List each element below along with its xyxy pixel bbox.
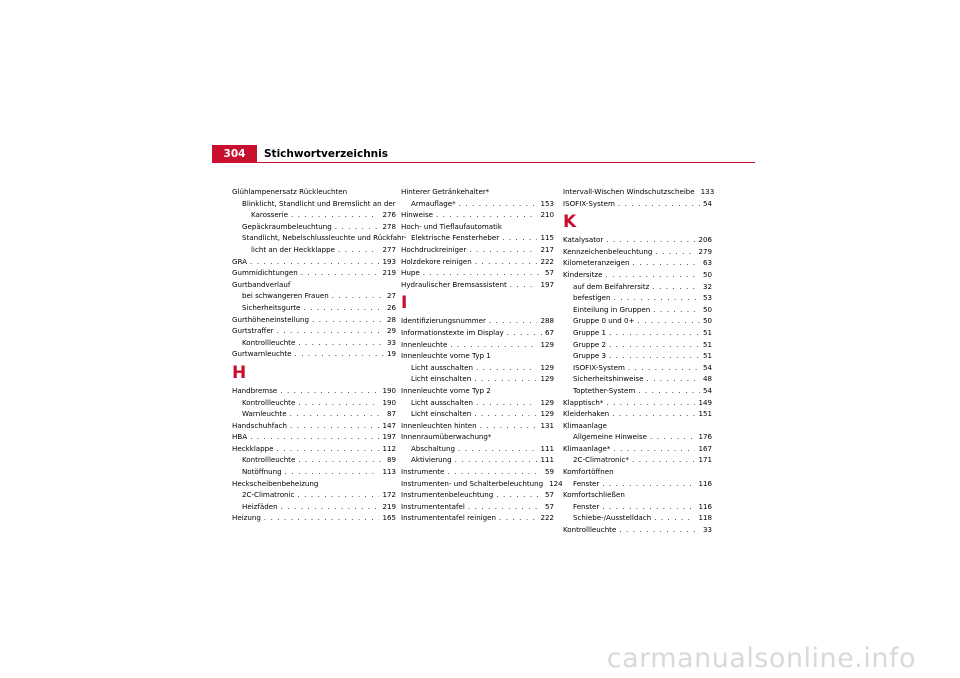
index-entry xyxy=(563,362,712,374)
index-entry-page: 57 xyxy=(544,268,554,278)
index-entry-page: 147 xyxy=(382,420,396,430)
index-entry-term: Innenleuchten hinten xyxy=(401,420,477,430)
index-entry xyxy=(563,478,712,490)
index-entry xyxy=(563,512,712,524)
index-entry-term: Instrumententafel xyxy=(401,501,465,511)
index-entry xyxy=(232,431,396,443)
dot-leader xyxy=(332,290,384,302)
index-entry-term: Kleiderhaken xyxy=(563,409,610,419)
dot-leader xyxy=(277,443,380,455)
index-entry xyxy=(232,397,396,409)
index-entry-term: Handschuhfach xyxy=(232,420,288,430)
index-entry xyxy=(401,420,554,432)
index-entry-term: befestigen xyxy=(573,293,611,303)
index-entry-page: 129 xyxy=(540,409,554,419)
index-entry xyxy=(563,257,712,269)
dot-leader xyxy=(290,408,384,420)
index-entry-page: 116 xyxy=(698,501,712,511)
dot-leader xyxy=(502,232,537,244)
dot-leader xyxy=(450,339,537,351)
index-entry-term: Kontrollleuchte xyxy=(563,525,617,535)
index-entry-page: 190 xyxy=(382,385,396,395)
dot-leader xyxy=(281,501,380,513)
index-entry xyxy=(563,397,712,409)
index-entry xyxy=(563,339,712,351)
dot-leader xyxy=(335,221,380,233)
index-entry xyxy=(563,524,712,536)
index-entry-page: 278 xyxy=(382,221,396,231)
index-entry-page: 172 xyxy=(382,490,396,500)
index-entry xyxy=(563,350,712,362)
index-entry-term: Gurtwarnleuchte xyxy=(232,349,292,359)
index-entry-page: 51 xyxy=(702,351,712,361)
dot-leader xyxy=(298,337,384,349)
index-column-3 xyxy=(563,186,715,536)
index-entry xyxy=(401,279,554,291)
index-entry-page: 279 xyxy=(698,246,712,256)
index-entry-term: Instrumente xyxy=(401,467,445,477)
index-entry-term: Klimaanlage* xyxy=(563,443,611,453)
dot-leader xyxy=(285,466,380,478)
index-entry-page: 26 xyxy=(386,302,396,312)
index-entry xyxy=(563,454,712,466)
index-heading: Innenraumüberwachung* xyxy=(401,432,492,442)
dot-leader xyxy=(647,373,700,385)
index-entry-page: 129 xyxy=(540,397,554,407)
index-entry xyxy=(232,209,396,221)
dot-leader xyxy=(264,512,380,524)
index-entry xyxy=(232,302,396,314)
index-entry xyxy=(232,348,396,360)
index-entry xyxy=(232,314,396,326)
index-entry-term: Gruppe 3 xyxy=(573,351,607,361)
index-entry-page: 33 xyxy=(702,525,712,535)
index-entry-page: 51 xyxy=(702,327,712,337)
index-heading: Glühlampenersatz Rückleuchten xyxy=(232,187,348,196)
index-entry-term: Kilometeranzeigen xyxy=(563,258,630,268)
index-entry-page: 171 xyxy=(698,455,712,465)
index-entry-term: Toptether-System xyxy=(573,385,636,395)
index-entry-page: 111 xyxy=(540,443,554,453)
dot-leader xyxy=(655,246,695,258)
dot-leader xyxy=(436,209,537,221)
index-entry-term: Klapptisch* xyxy=(563,397,604,407)
index-entry-page: 197 xyxy=(540,279,554,289)
index-entry-page: 129 xyxy=(540,339,554,349)
index-entry-term: Licht einschalten xyxy=(411,409,472,419)
dot-leader xyxy=(609,327,700,339)
index-entry-page: 197 xyxy=(382,432,396,442)
index-entry xyxy=(401,315,554,327)
index-entry-term: Licht ausschalten xyxy=(411,362,473,372)
index-entry xyxy=(232,512,396,524)
page-number: 304 xyxy=(223,147,246,160)
dot-leader xyxy=(298,454,384,466)
index-entry xyxy=(232,385,396,397)
index-entry-term: ISOFIX-System xyxy=(563,198,615,208)
dot-leader xyxy=(510,279,538,291)
page-number-badge xyxy=(212,145,257,162)
dot-leader xyxy=(614,292,700,304)
index-section-letter: I xyxy=(401,293,408,314)
dot-leader xyxy=(280,385,379,397)
index-heading: Heckscheibenbeheizung xyxy=(232,478,319,488)
index-entry-term: Gruppe 1 xyxy=(573,327,607,337)
index-entry-term: licht an der Heckklappe xyxy=(251,244,336,254)
index-entry xyxy=(401,232,554,244)
index-entry xyxy=(401,466,554,478)
index-entry-term: Gurthöheneinstellung xyxy=(232,314,309,324)
dot-leader xyxy=(602,478,695,490)
index-entry-page: 54 xyxy=(702,198,712,208)
index-entry-page: 219 xyxy=(382,501,396,511)
index-entry-term: ISOFIX-System xyxy=(573,362,625,372)
index-entry xyxy=(401,244,554,256)
index-entry-term: 2C-Climatronic* xyxy=(573,455,629,465)
index-entry-term: Gummidichtungen xyxy=(232,268,298,278)
index-entry-term: Fenster xyxy=(573,501,600,511)
index-entry xyxy=(401,454,554,466)
index-entry-term: Instrumentenbeleuchtung xyxy=(401,490,494,500)
dot-leader xyxy=(480,420,538,432)
index-heading: Komfortschließen xyxy=(563,490,625,500)
index-entry xyxy=(563,501,712,513)
index-entry-page: 165 xyxy=(382,513,396,523)
index-entry-term: Kontrollleuchte xyxy=(242,455,296,465)
index-entry-page: 151 xyxy=(698,409,712,419)
page-title: Stichwortverzeichnis xyxy=(264,148,388,160)
dot-leader xyxy=(618,198,700,210)
index-heading: Gurtbandverlauf xyxy=(232,279,291,289)
index-entry-term: Kontrollleuchte xyxy=(242,337,296,347)
index-entry-page: 57 xyxy=(544,501,554,511)
index-entry-term: Instrumenten- und Schalterbeleuchtung xyxy=(401,478,544,488)
index-entry xyxy=(401,209,554,221)
index-entry-term: Kindersitze xyxy=(563,269,603,279)
index-entry-page: 222 xyxy=(540,513,554,523)
index-entry xyxy=(563,292,712,304)
dot-leader xyxy=(499,512,537,524)
index-entry-term: Informationstexte im Display xyxy=(401,327,504,337)
index-entry-term: Armauflage* xyxy=(411,198,456,208)
index-entry-page: 176 xyxy=(698,432,712,442)
dot-leader xyxy=(496,489,542,501)
index-entry xyxy=(232,466,396,478)
dot-leader xyxy=(474,408,537,420)
index-entry xyxy=(563,246,712,258)
index-entry-page: 27 xyxy=(386,291,396,301)
dot-leader xyxy=(602,501,695,513)
dot-leader xyxy=(633,257,700,269)
dot-leader xyxy=(609,339,700,351)
index-heading: Hinterer Getränkehalter* xyxy=(401,187,490,196)
index-entry-page: 33 xyxy=(386,337,396,347)
index-entry-term: Licht ausschalten xyxy=(411,397,473,407)
dot-leader xyxy=(277,325,384,337)
index-entry-term: Intervall-Wischen Windschutzscheibe xyxy=(563,187,695,196)
index-entry-page: 118 xyxy=(698,513,712,523)
index-entry xyxy=(563,186,715,198)
index-entry xyxy=(232,267,396,279)
index-entry-page: 113 xyxy=(382,467,396,477)
index-entry-term: Instrumententafel reinigen xyxy=(401,513,497,523)
index-entry-term: Einteilung in Gruppen xyxy=(573,304,651,314)
index-entry-term: GRA xyxy=(232,256,247,266)
index-entry-page: 112 xyxy=(382,443,396,453)
index-entry-page: 131 xyxy=(540,420,554,430)
index-heading: Blinklicht, Standlicht und Bremslicht an der xyxy=(242,198,396,208)
index-entry xyxy=(563,281,712,293)
index-entry-term: 2C-Climatronic xyxy=(242,490,295,500)
index-entry xyxy=(401,198,554,210)
index-entry xyxy=(563,431,712,443)
index-entry-term: Abschaltung xyxy=(411,443,456,453)
index-entry-page: 124 xyxy=(549,478,563,488)
dot-leader xyxy=(654,512,695,524)
dot-leader xyxy=(606,234,695,246)
dot-leader xyxy=(250,256,379,268)
index-entry-page: 63 xyxy=(702,258,712,268)
index-entry-term: Sicherheitsgurte xyxy=(242,302,301,312)
index-entry-term: Heizung xyxy=(232,513,261,523)
index-entry xyxy=(563,304,712,316)
index-entry xyxy=(563,198,712,210)
index-entry-page: 51 xyxy=(702,339,712,349)
dot-leader xyxy=(612,408,695,420)
index-entry-page: 149 xyxy=(698,397,712,407)
index-entry-page: 129 xyxy=(540,374,554,384)
dot-leader xyxy=(653,304,700,316)
dot-leader xyxy=(606,397,695,409)
index-entry xyxy=(232,290,396,302)
index-entry-page: 210 xyxy=(540,210,554,220)
index-entry-term: Holzdekore reinigen xyxy=(401,256,472,266)
index-entry-page: 57 xyxy=(544,490,554,500)
index-entry xyxy=(563,315,712,327)
index-entry-page: 54 xyxy=(702,385,712,395)
index-entry xyxy=(232,244,396,256)
dot-leader xyxy=(605,269,700,281)
index-entry xyxy=(401,512,554,524)
index-entry-term: Kontrollleuchte xyxy=(242,397,296,407)
dot-leader xyxy=(458,443,537,455)
index-entry xyxy=(401,397,554,409)
index-entry xyxy=(401,408,554,420)
index-entry-page: 48 xyxy=(702,374,712,384)
index-entry-page: 190 xyxy=(382,397,396,407)
index-entry xyxy=(401,443,554,455)
header-rule xyxy=(212,162,755,163)
index-entry-page: 19 xyxy=(386,349,396,359)
index-entry-page: 222 xyxy=(540,256,554,266)
index-entry xyxy=(401,373,554,385)
index-entry-page: 67 xyxy=(544,327,554,337)
index-entry xyxy=(232,408,396,420)
index-heading: Hoch- und Tieflaufautomatik xyxy=(401,221,502,231)
dot-leader xyxy=(652,281,700,293)
index-entry-term: HBA xyxy=(232,432,248,442)
dot-leader xyxy=(455,454,538,466)
index-entry-page: 116 xyxy=(698,478,712,488)
dot-leader xyxy=(476,397,538,409)
index-entry xyxy=(232,454,396,466)
dot-leader xyxy=(628,362,700,374)
index-entry-term: Gruppe 0 und 0+ xyxy=(573,316,635,326)
index-entry-term: Warnleuchte xyxy=(242,409,287,419)
index-entry-page: 277 xyxy=(382,244,396,254)
index-entry-page: 111 xyxy=(540,455,554,465)
index-column-2 xyxy=(401,186,563,524)
dot-leader xyxy=(507,327,542,339)
index-entry-term: Aktivierung xyxy=(411,455,452,465)
index-entry-term: Kennzeichenbeleuchtung xyxy=(563,246,653,256)
dot-leader xyxy=(447,466,542,478)
index-entry xyxy=(401,327,554,339)
index-entry xyxy=(563,385,712,397)
index-entry-page: 32 xyxy=(702,281,712,291)
index-entry-page: 206 xyxy=(698,235,712,245)
dot-leader xyxy=(303,302,384,314)
index-entry-term: Sicherheitshinweise xyxy=(573,374,644,384)
index-entry-term: Identifizierungsnummer xyxy=(401,316,486,326)
index-entry-term: Handbremse xyxy=(232,385,278,395)
dot-leader xyxy=(638,315,700,327)
dot-leader xyxy=(489,315,538,327)
index-entry-term: Elektrische Fensterheber xyxy=(411,233,500,243)
index-entry-term: Karosserie xyxy=(251,210,288,220)
index-entry-term: Innenleuchte xyxy=(401,339,448,349)
index-entry-page: 276 xyxy=(382,210,396,220)
index-entry xyxy=(563,443,712,455)
index-entry xyxy=(563,408,712,420)
index-entry-page: 153 xyxy=(540,198,554,208)
dot-leader xyxy=(469,244,537,256)
index-entry-page: 50 xyxy=(702,269,712,279)
index-entry xyxy=(232,221,396,233)
dot-leader xyxy=(468,501,542,513)
dot-leader xyxy=(474,373,537,385)
index-entry xyxy=(563,373,712,385)
index-entry-term: bei schwangeren Frauen xyxy=(242,291,329,301)
index-entry xyxy=(563,269,712,281)
watermark: carmanualsonline.info xyxy=(606,643,916,674)
index-heading: Klimaanlage xyxy=(563,420,607,430)
index-entry-page: 53 xyxy=(702,293,712,303)
index-entry-term: Gepäckraumbeleuchtung xyxy=(242,221,332,231)
index-entry xyxy=(232,420,396,432)
index-entry-term: Allgemeine Hinweise xyxy=(573,432,648,442)
index-entry xyxy=(563,327,712,339)
index-entry-page: 115 xyxy=(540,233,554,243)
index-entry-term: Fenster xyxy=(573,478,600,488)
index-entry-term: Katalysator xyxy=(563,235,604,245)
dot-leader xyxy=(301,267,380,279)
index-entry-term: Hupe xyxy=(401,268,420,278)
dot-leader xyxy=(613,443,695,455)
index-entry-term: Gruppe 2 xyxy=(573,339,607,349)
index-entry-term: Hydraulischer Bremsassistent xyxy=(401,279,507,289)
dot-leader xyxy=(312,314,384,326)
index-entry-term: Schiebe-/Ausstelldach xyxy=(573,513,652,523)
index-entry-page: 89 xyxy=(386,455,396,465)
index-entry-term: auf dem Beifahrersitz xyxy=(573,281,650,291)
index-section-letter: K xyxy=(563,212,577,233)
dot-leader xyxy=(291,209,379,221)
index-entry xyxy=(232,501,396,513)
index-entry-page: 129 xyxy=(540,362,554,372)
index-entry xyxy=(232,489,396,501)
index-entry xyxy=(232,337,396,349)
index-entry-term: Notöffnung xyxy=(242,467,282,477)
index-entry-page: 217 xyxy=(540,244,554,254)
index-entry xyxy=(401,478,563,490)
dot-leader xyxy=(298,397,379,409)
index-entry-page: 50 xyxy=(702,316,712,326)
index-entry-term: Gurtstraffer xyxy=(232,326,274,336)
dot-leader xyxy=(250,431,379,443)
dot-leader xyxy=(609,350,700,362)
dot-leader xyxy=(338,244,379,256)
index-entry xyxy=(401,267,554,279)
index-entry xyxy=(401,256,554,268)
dot-leader xyxy=(619,524,700,536)
index-heading: Komfortöffnen xyxy=(563,467,614,477)
dot-leader xyxy=(290,420,379,432)
dot-leader xyxy=(476,362,538,374)
dot-leader xyxy=(459,198,538,210)
index-entry xyxy=(232,443,396,455)
index-entry-page: 219 xyxy=(382,268,396,278)
index-entry-term: Heizfäden xyxy=(242,501,278,511)
index-section-letter: H xyxy=(232,362,247,383)
index-entry-term: Hinweise xyxy=(401,210,433,220)
index-entry-page: 28 xyxy=(386,314,396,324)
index-entry xyxy=(401,501,554,513)
index-entry-page: 193 xyxy=(382,256,396,266)
index-heading: Innenleuchte vorne Typ 2 xyxy=(401,385,491,395)
index-entry-page: 59 xyxy=(544,467,554,477)
index-entry-page: 167 xyxy=(698,443,712,453)
index-entry-term: Hochdruckreiniger xyxy=(401,244,467,254)
dot-leader xyxy=(295,348,384,360)
index-entry-term: Licht einschalten xyxy=(411,374,472,384)
index-entry xyxy=(563,234,712,246)
index-column-1 xyxy=(232,186,407,524)
index-entry-page: 54 xyxy=(702,362,712,372)
index-entry-term: Heckklappe xyxy=(232,443,274,453)
index-entry xyxy=(401,362,554,374)
dot-leader xyxy=(475,256,538,268)
index-heading: Innenleuchte vorne Typ 1 xyxy=(401,351,491,361)
dot-leader xyxy=(650,431,695,443)
index-entry-page: 87 xyxy=(386,409,396,419)
index-entry xyxy=(401,339,554,351)
dot-leader xyxy=(297,489,379,501)
index-entry-page: 133 xyxy=(700,187,715,196)
index-entry xyxy=(401,489,554,501)
dot-leader xyxy=(423,267,542,279)
index-heading: Standlicht, Nebelschlussleuchte und Rückfahr- xyxy=(242,233,407,243)
index-entry-page: 288 xyxy=(540,316,554,326)
index-entry-page: 50 xyxy=(702,304,712,314)
index-entry xyxy=(232,325,396,337)
index-entry-page: 29 xyxy=(386,326,396,336)
index-entry xyxy=(232,256,396,268)
dot-leader xyxy=(632,454,695,466)
dot-leader xyxy=(638,385,700,397)
